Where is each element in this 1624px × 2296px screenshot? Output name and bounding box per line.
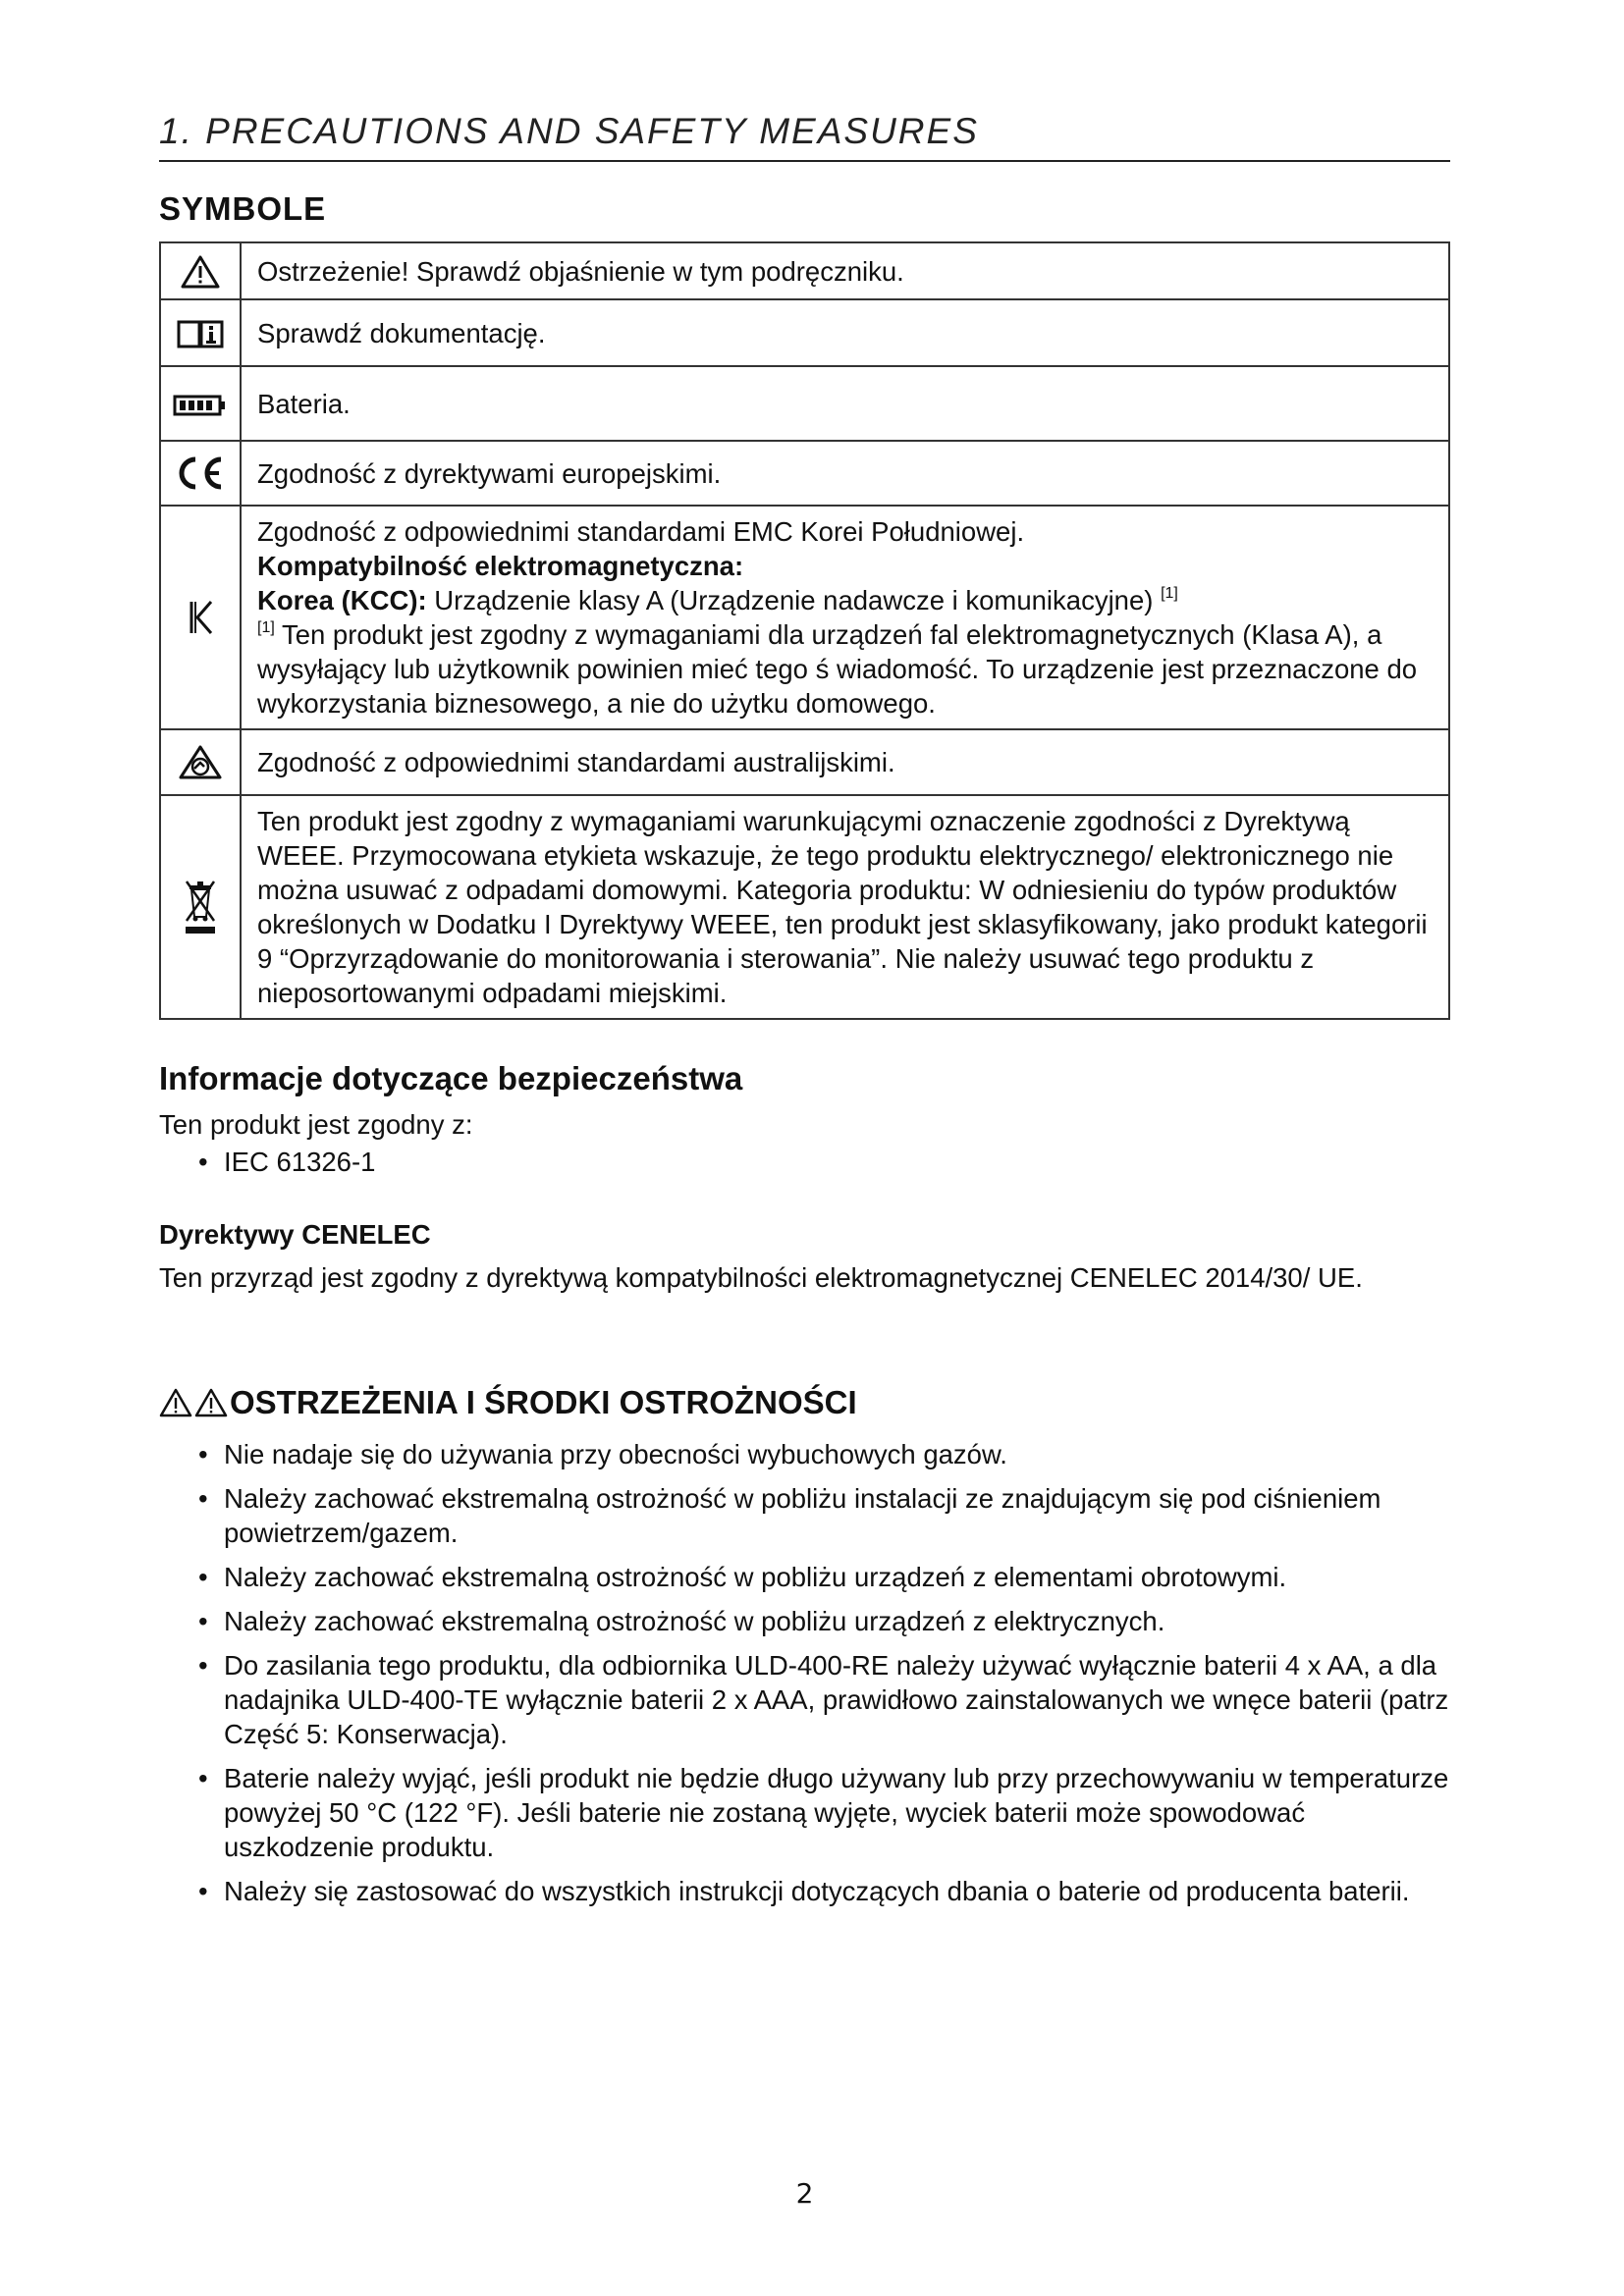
table-row bbox=[160, 441, 1449, 506]
kc-line-1: Zgodność z odpowiednimi standardami EMC Korei Południowej. bbox=[257, 516, 1025, 547]
footnote-mark: [1] bbox=[1161, 585, 1178, 602]
kc-mark-icon bbox=[160, 506, 241, 729]
rcm-mark-icon bbox=[160, 729, 241, 795]
manual-book-icon bbox=[160, 299, 241, 366]
warnings-title: OSTRZEŻENIA I ŚRODKI OSTROŻNOŚCI bbox=[230, 1384, 857, 1420]
table-row bbox=[160, 299, 1449, 366]
symbol-description bbox=[241, 506, 1449, 729]
list-item: • Baterie należy wyjąć, jeśli produkt nie będzie długo używany lub przy przechowywaniu w temperaturze powyżej 50 °C (122 °F). Jeśli baterie nie zostaną wyjęte, wyciek baterii może spowodować uszkodzenie produktu. bbox=[198, 1761, 1450, 1864]
symbol-description: Zgodność z dyrektywami europejskimi. bbox=[241, 441, 1449, 506]
table-row bbox=[160, 506, 1449, 729]
symbol-description: Sprawdź dokumentację. bbox=[241, 299, 1449, 366]
safety-info-heading: Informacje dotyczące bezpieczeństwa bbox=[159, 1060, 743, 1096]
safety-info-intro: Ten produkt jest zgodny z: bbox=[159, 1109, 473, 1140]
page-number: 2 bbox=[795, 2177, 814, 2210]
weee-bin-icon bbox=[160, 795, 241, 1019]
list-item: • Należy zachować ekstremalną ostrożność w pobliżu instalacji ze znajdującym się pod ciśnieniem powietrzem/gazem. bbox=[198, 1481, 1450, 1550]
table-row bbox=[160, 795, 1449, 1019]
standards-list bbox=[198, 1145, 375, 1188]
kc-korea-label: Korea (KCC): bbox=[257, 585, 427, 615]
list-item: • Nie nadaje się do używania przy obecności wybuchowych gazów. bbox=[198, 1437, 1450, 1471]
symbols-heading: SYMBOLE bbox=[159, 190, 327, 227]
footnote-mark: [1] bbox=[257, 619, 275, 636]
list-item: • Należy zachować ekstremalną ostrożność w pobliżu urządzeń z elektrycznych. bbox=[198, 1604, 1450, 1638]
kc-footnote-text: Ten produkt jest zgodny z wymaganiami dla urządzeń fal elektromagnetycznych (Klasa A), a wysyłający lub użytkownik powinien mieć tego ś wiadomość. To urządzenie jest przeznaczone do wykorzystania biznesowego, a nie do użytku domowego. bbox=[257, 619, 1418, 719]
warning-triangle-icon bbox=[159, 1387, 192, 1418]
list-item: • Do zasilania tego produktu, dla odbiornika ULD-400-RE należy używać wyłącznie baterii 4 x AA, a dla nadajnika ULD-400-TE wyłącznie baterii 2 x AAA, prawidłowo zainstalowanych we wnęce baterii (patrz Część 5: Konserwacja). bbox=[198, 1648, 1450, 1751]
cenelec-text: Ten przyrząd jest zgodny z dyrektywą kompatybilności elektromagnetycznej CENELEC 2014/30/ UE. bbox=[159, 1262, 1363, 1293]
battery-icon bbox=[160, 366, 241, 441]
chapter-title: 1. PRECAUTIONS AND SAFETY MEASURES bbox=[159, 111, 1450, 162]
list-item: • IEC 61326-1 bbox=[198, 1145, 375, 1179]
list-item: • Należy zachować ekstremalną ostrożność w pobliżu urządzeń z elementami obrotowymi. bbox=[198, 1560, 1450, 1594]
kc-line-3 bbox=[257, 583, 1435, 617]
kc-class-text: Urządzenie klasy A (Urządzenie nadawcze i komunikacyjne) bbox=[426, 585, 1154, 615]
warning-triangle-icon bbox=[194, 1387, 228, 1418]
symbol-description: Bateria. bbox=[241, 366, 1449, 441]
warnings-heading bbox=[159, 1384, 857, 1421]
symbol-description: Zgodność z odpowiednimi standardami australijskimi. bbox=[241, 729, 1449, 795]
symbol-description: Ostrzeżenie! Sprawdź objaśnienie w tym podręczniku. bbox=[241, 242, 1449, 299]
warnings-list bbox=[198, 1437, 1450, 1918]
ce-mark-icon bbox=[160, 441, 241, 506]
kc-footnote bbox=[257, 617, 1435, 721]
symbol-description: Ten produkt jest zgodny z wymaganiami warunkującymi oznaczenie zgodności z Dyrektywą WEEE. Przymocowana etykieta wskazuje, że tego produktu elektrycznego/ elektronicznego nie można usuwać z odpadami domowymi. Kategoria produktu: W odniesieniu do typów produktów określonych w Dodatku I Dyrektywy WEEE, ten produkt jest sklasyfikowany, jako produkt kategorii 9 “Oprzyrządowanie do monitorowania i sterowania”. Nie należy usuwać tego produktu z nieposortowanymi odpadami miejskimi. bbox=[241, 795, 1449, 1019]
table-row bbox=[160, 242, 1449, 299]
symbols-table bbox=[159, 241, 1450, 1020]
kc-line-2: Kompatybilność elektromagnetyczna: bbox=[257, 551, 744, 581]
list-item: • Należy się zastosować do wszystkich instrukcji dotyczących dbania o baterie od producenta baterii. bbox=[198, 1874, 1450, 1908]
table-row bbox=[160, 366, 1449, 441]
table-row bbox=[160, 729, 1449, 795]
warning-triangle-icon bbox=[160, 242, 241, 299]
cenelec-heading: Dyrektywy CENELEC bbox=[159, 1219, 431, 1250]
